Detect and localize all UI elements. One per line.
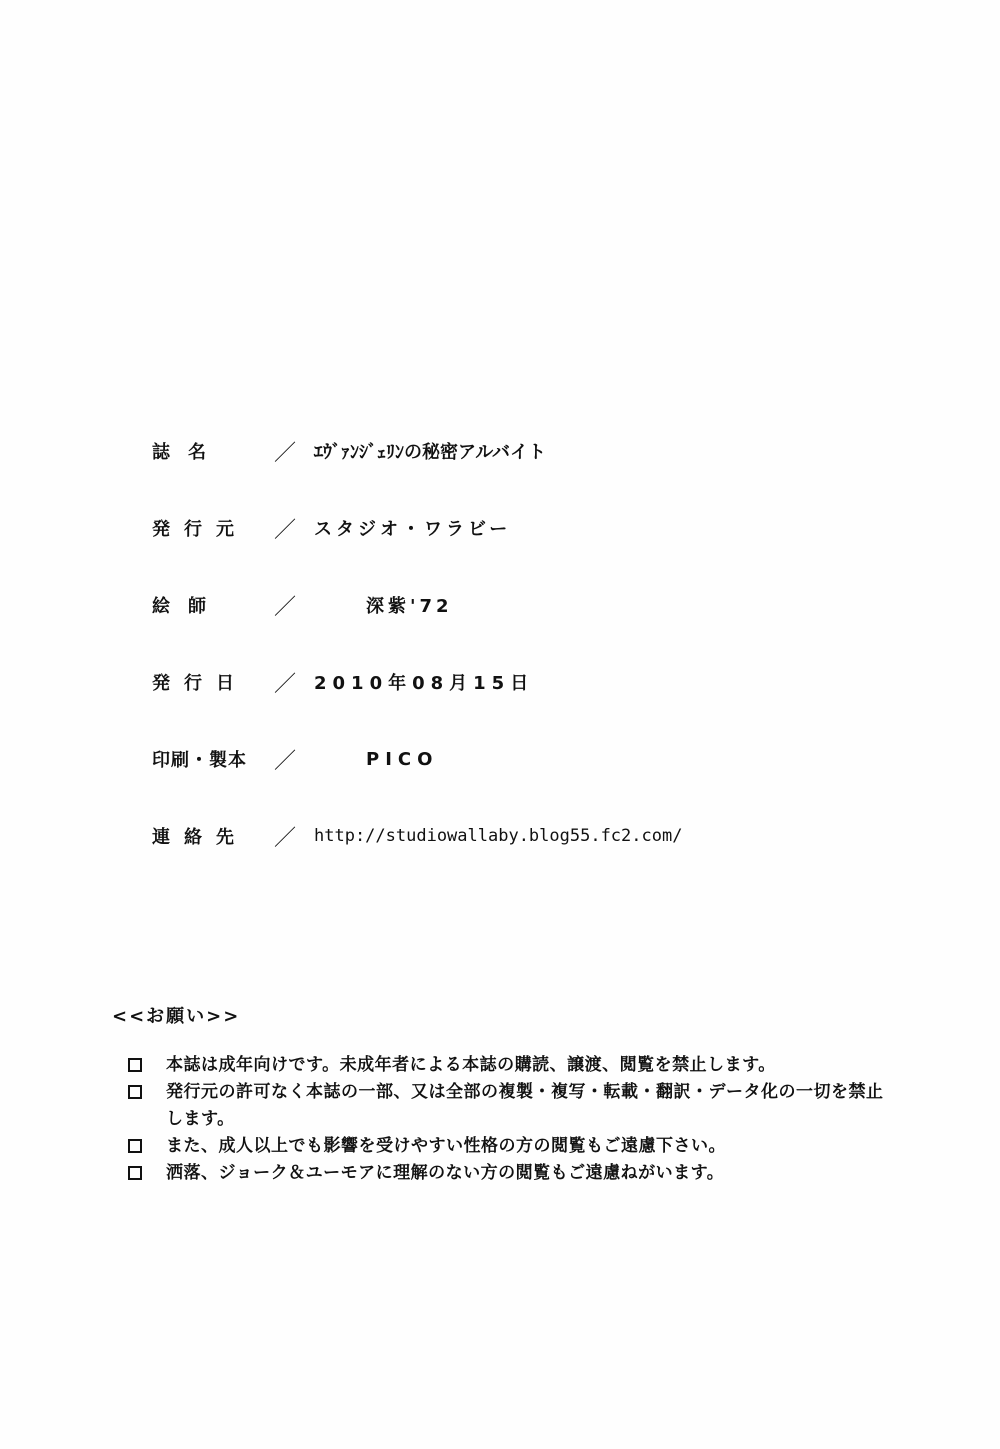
separator-slash: ／ bbox=[273, 825, 296, 851]
notice-item bbox=[128, 1052, 908, 1079]
checkbox-icon bbox=[128, 1085, 142, 1099]
contact-label bbox=[152, 823, 254, 849]
artist-value: 深紫'72 bbox=[366, 596, 453, 617]
colophon-row-printer bbox=[152, 742, 438, 776]
date-label bbox=[152, 669, 254, 695]
publisher-label-text: 発行元 bbox=[152, 519, 248, 540]
title-label-text: 誌 名 bbox=[152, 442, 206, 463]
notice-text: 洒落、ジョーク＆ユーモアに理解のない方の閲覧もご遠慮ねがいます。 bbox=[166, 1163, 725, 1183]
separator-slash: ／ bbox=[273, 594, 296, 620]
colophon-row-date bbox=[152, 665, 534, 699]
notice-text: 本誌は成年向けです。未成年者による本誌の購読、譲渡、閲覧を禁止します。 bbox=[166, 1055, 776, 1075]
title-label bbox=[152, 438, 254, 464]
notice-item bbox=[128, 1133, 908, 1160]
checkbox-icon bbox=[128, 1058, 142, 1072]
publisher-label bbox=[152, 515, 254, 541]
checkbox-icon bbox=[128, 1139, 142, 1153]
title-value: ｴｳﾞｧﾝｼﾞｪﾘﾝの秘密アルバイト bbox=[314, 442, 547, 463]
contact-url: http://studiowallaby.blog55.fc2.com/ bbox=[314, 826, 683, 846]
separator-slash: ／ bbox=[273, 748, 296, 774]
printer-value: PICO bbox=[366, 748, 439, 770]
separator-slash: ／ bbox=[273, 440, 296, 466]
contact-label-text: 連絡先 bbox=[152, 827, 248, 848]
printer-label-text: 印刷・製本 bbox=[152, 750, 247, 771]
publisher-value: スタジオ・ワラビー bbox=[314, 519, 512, 540]
notice-item bbox=[128, 1079, 908, 1133]
date-value: 2010年08月15日 bbox=[314, 673, 535, 694]
date-label-text: 発行日 bbox=[152, 673, 248, 694]
notice-item bbox=[128, 1160, 908, 1187]
notice-title: <<お願い>> bbox=[112, 1006, 241, 1027]
checkbox-icon bbox=[128, 1166, 142, 1180]
notice-text: 発行元の許可なく本誌の一部、又は全部の複製・複写・転載・翻訳・データ化の一切を禁止します。 bbox=[166, 1082, 884, 1129]
notice-list bbox=[128, 1052, 908, 1187]
colophon-row-title bbox=[152, 434, 546, 468]
separator-slash: ／ bbox=[273, 517, 296, 543]
artist-label bbox=[152, 592, 254, 618]
artist-label-text: 絵 師 bbox=[152, 596, 206, 617]
printer-label bbox=[152, 746, 254, 772]
colophon-row-publisher bbox=[152, 511, 511, 545]
colophon-row-contact bbox=[152, 819, 682, 853]
separator-slash: ／ bbox=[273, 671, 296, 697]
notice-text: また、成人以上でも影響を受けやすい性格の方の閲覧もご遠慮下さい。 bbox=[166, 1136, 726, 1156]
colophon-row-artist bbox=[152, 588, 453, 622]
